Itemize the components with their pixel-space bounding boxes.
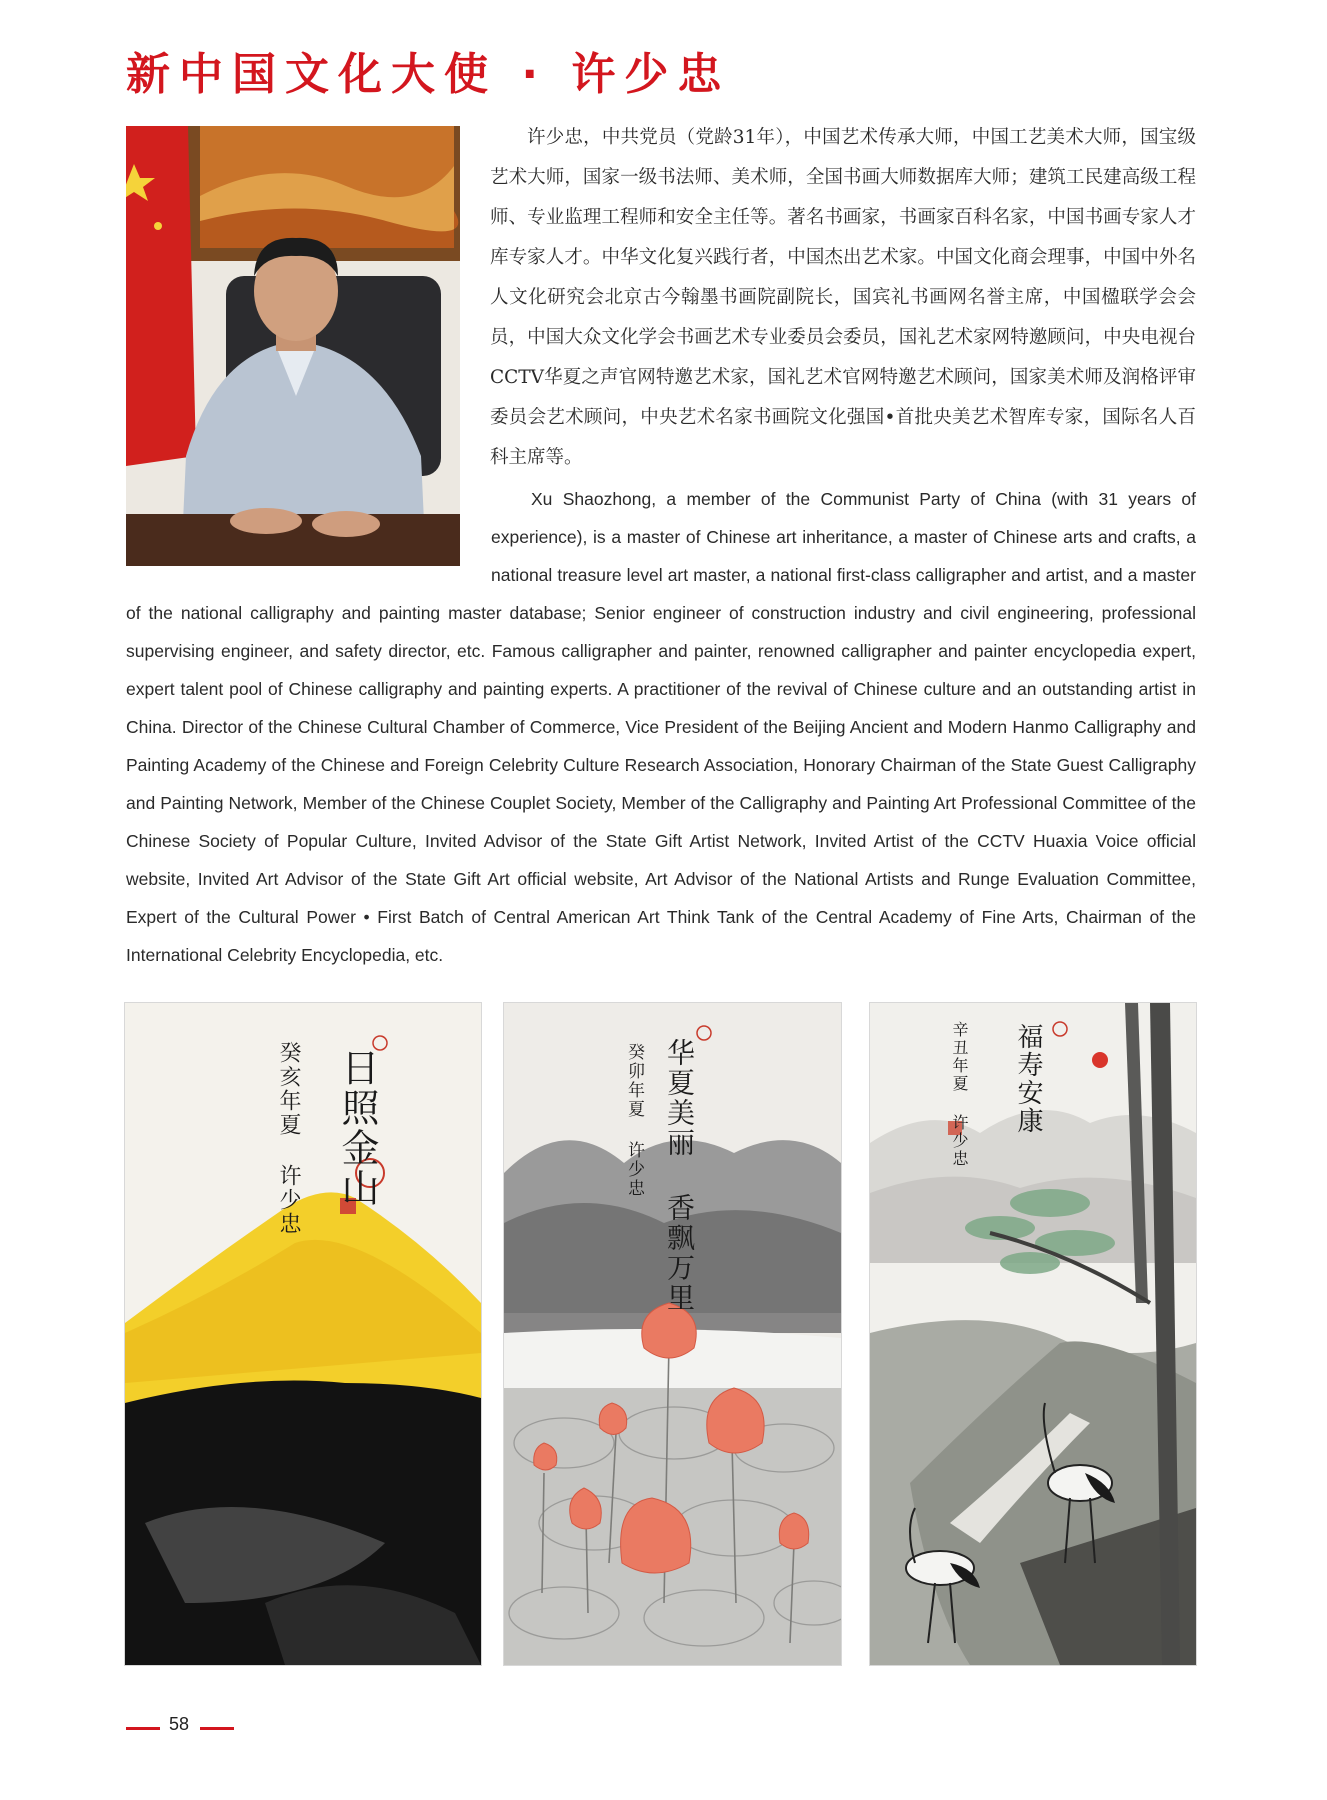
painting-signature: 辛丑年夏 许少忠 <box>950 1021 969 1168</box>
painting-inscription: 日照金山 <box>335 1048 379 1208</box>
painting-lotus <box>504 1003 841 1665</box>
biography-english-block <box>126 480 1196 974</box>
painting-inscription: 福寿安康 <box>1013 1023 1043 1135</box>
painting-signature: 癸卯年夏 许少忠 <box>624 1043 644 1198</box>
painting-signature: 癸亥年夏 许少忠 <box>276 1041 301 1236</box>
painting-cranes <box>870 1003 1196 1665</box>
page-number-left-rule <box>126 1727 160 1730</box>
painting-inscription: 华夏美丽 香飘万里 <box>663 1038 696 1313</box>
page-number-right-rule <box>200 1727 234 1730</box>
page-number: 58 <box>168 1714 190 1734</box>
biography-chinese: 许少忠，中共党员（党龄31年），中国艺术传承大师，中国工艺美术大师，国宝级艺术大师，国家一级书法师、美术师，全国书画大师数据库大师；建筑工民建高级工程师、专业监理工程师和安全主任等。著名书画家，书画家百科名家，中国书画专家人才库专家人才。中华文化复兴践行者，中国杰出艺术家。中国文化商会理事，中国中外名人文化研究会北京古今翰墨书画院副院长，国宾礼书画网名誉主席，中国楹联学会会员，中国大众文化学会书画艺术专业委员会委员，国礼艺术家网特邀顾问，中央电视台CCTV华夏之声官网特邀艺术家，国礼艺术官网特邀艺术顾问，国家美术师及润格评审委员会艺术顾问，中央艺术名家书画院文化强国•首批央美艺术智库专家，国际名人百科主席等。 <box>490 127 1196 468</box>
biography-english: Xu Shaozhong, a member of the Communist Party of China (with 31 years of experience), is a master of Chinese art inheritance, a master of Chinese arts and crafts, a national treasure level art master, a national first-class calligrapher and artist, and a master of the national calligraphy and painting master database; Senior engineer of construction industry and civil engineering, professional supervising engineer, and safety director, etc. Famous calligrapher and painter, renowned calligrapher and painter encyclopedia expert, expert talent pool of Chinese calligraphy and painting experts. A practitioner of the revival of Chinese culture and an outstanding artist in China. Director of the Chinese Cultural Chamber of Commerce, Vice President of the Beijing Ancient and Modern Hanmo Calligraphy and Painting Academy of the Chinese and Foreign Celebrity Culture Research Association, Honorary Chairman of the State Guest Calligraphy and Painting Network, Member of the Chinese Couplet Society, Member of the Calligraphy and Painting Art Professional Committee of the Chinese Society of Popular Culture, Invited Advisor of the State Gift Artist Network, Invited Artist of the CCTV Huaxia Voice official website, Invited Art Advisor of the State Gift Art official website, Art Advisor of the National Artists and Runge Evaluation Committee, Expert of the Cultural Power • First Batch of Central American Art Think Tank of the Central Academy of Fine Arts, Chairman of the International Celebrity Encyclopedia, etc. <box>126 489 1196 965</box>
page-title: 新中国文化大使 · 许少忠 <box>126 49 731 100</box>
painting-golden-mountain <box>125 1003 481 1665</box>
